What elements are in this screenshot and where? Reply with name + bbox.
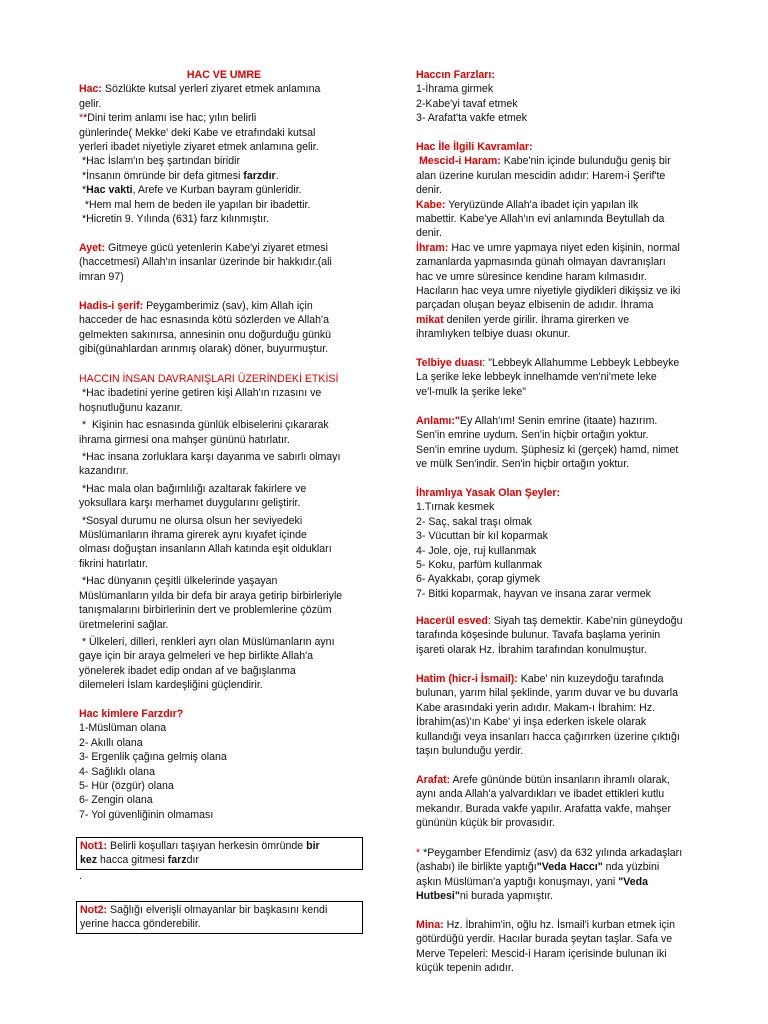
hatim-section: Hatim (hicr-i İsmail): Kabe' nin kuzeydoğu tarafında bulunan, yarım hilal şeklinde, yarım duvar ve bu duvarla Kabe arasındaki yerin adıdır. Makam-ı İbrahim: Hz. İbrahim(as)'ın Kabe' yi inşa ederken iskele olarak kullandığı veya insanları hacca çağırırken üzerine çıktığı taşın bulunduğu yerdir. [416,673,680,758]
ayet-section: Ayet: Gitmeye gücü yetenlerin Kabe'yi ziyaret etmesi (haccetmesi) Allah'ın insanlar üzerinde bir hakkıdır.(ali imran 97) [79,242,332,283]
hacerul-label: Hacerül esved [416,615,488,627]
list-item: 4- Jole, oje, ruj kullanmak [416,544,537,557]
list-item: 4- Sağlıklı olana [79,765,155,778]
kavramlar-section: Hac İle İlgili Kavramlar: Mescid-i Haram: Kabe'nin içinde bulunduğu geniş bir alan üzerine kurulan mescidin adıdır: Harem-i Şerif'te denir. Kabe: Yeryüzünde Allah'a ibadet için yapılan ilk mabettir. Kabe'ye Allah'ın evi anlamında Beytullah da denir. İhram: Hac ve umre yapmaya niyet eden kişinin, normal zamanlarda yapmasında günah olmayan davranışları hac ve umre süresince kendine haram kılmasıdır. Hacıların hac veya umre niyetiyle giydikleri dikişsiz ve iki parçadan oluşan beyaz elbisenin de adıdır. İhrama mikat denilen yerde girilir. İhrama girerken ve ihramlıyken telbiye duası okunur. [416,140,716,342]
ihram-label: İhram: [416,241,449,254]
list-item: 5- Koku, parfüm kullanmak [416,559,543,572]
list-item: 6- Ayakkabı, çorap giymek [416,573,541,586]
separator-dot: . [79,870,82,882]
anlami-label: Anlamı:" [416,415,460,427]
hac-section: HAC VE UMRE Hac: Sözlükte kutsal yerleri ziyaret etmek anlamına gelir. **Dini terim anlamı ise hac; yılın belirli günlerinde( Mekke' deki Kabe ve etrafındaki kutsal yerleri ibadet niyetiyle ziyaret etmek anlamına gelir. *Hac İslam'ın beş şartından biridir *İnsanın ömründe bir defa gitmesi farzdır. *Hac vakti, Arefe ve Kurban bayram günleridir. *Hem mal hem de beden ile yapılan bir ibadettir. *Hicretin 9. Yılında (631) farz kılınmıştır. [79,68,369,226]
mina-section: Mina: Hz. İbrahim'in, oğlu hz. İsmail'i kurban etmek için götürdüğü yerdir. Hacılar burada şeytan taşlar. Safa ve Merve Tepeleri: Mescid-i Haram içerisinde bulunan iki küçük tepenin adıdır. [416,919,675,975]
not2-label: Not2: [80,904,108,916]
mina-label: Mina: [416,919,444,931]
list-item: 2-Kabe'yi tavaf etmek [416,97,518,110]
hadis-label: Hadis-i şerif: [79,300,144,312]
hatim-label: Hatim (hicr-i İsmail): [416,673,518,685]
kabe-label: Kabe: [416,198,446,211]
list-item: 1.Tırnak kesmek [416,501,495,514]
hadis-section: Hadis-i şerif: Peygamberimiz (sav), kim Allah için hacceder de hac esnasında kötü sözlerden ve Allah'a gelmekten sakınırsa, annesinin onu doğurduğu günkü gibi(günahlardan arınmış olarak) döner, buyurmuştur. [79,300,332,356]
list-item: 6- Zengin olana [79,794,153,807]
yasak-section [416,486,716,601]
kavramlar-heading: Hac İle İlgili Kavramlar: [416,141,533,153]
document-title: HAC VE UMRE [186,69,262,81]
list-item: 7- Yol güvenliğinin olmaması [79,808,214,821]
ayet-label: Ayet: [79,242,106,254]
list-item: 2- Saç, sakal traşı olmak [416,515,532,528]
not2-box: Not2: Sağlığı elverişli olmayanlar bir başkasını kendi yerine hacca gönderebilir. [76,901,363,934]
list-item: 3- Vücuttan bir kıl koparmak [416,530,548,543]
list-item: 1-İhrama girmek [416,83,494,96]
anlami-section: Anlamı:"Ey Allah'ım! Senin emrine (itaate) hazırım. Sen'in emrine uydum. Sen'in hiçbir ortağın yoktur. Sen'in emrine uydum. Şüphesiz ki (gerçek) hamd, nimet ve mülk Sen'indir. Sen'in hiçbir ortağın yoktur. [416,415,679,471]
telbiye-label: Telbiye duası [416,357,483,369]
yasak-heading: İhramlıya Yasak Olan Şeyler: [416,487,561,499]
kimlere-section [79,707,369,822]
etki-section: HACCIN İNSAN DAVRANIŞLARI ÜZERİNDEKİ ETKİSİ *Hac ibadetini yerine getiren kişi Allah'ın rızasını ve hoşnutluğunu kazanır. * Kişinin hac esnasında günlük elbiselerini çıkararak ihrama girmesi ona mahşer gününü hatırlatır. *Hac insana zorluklara karşı dayanma ve sabırlı olmayı kazandırır. *Hac mala olan bağımlılığı azaltarak fakirlere ve yoksullara karşı merhamet duygularını geliştirir. *Sosyal durumu ne olursa olsun her seviyedeki Müslümanların ihrama girerek aynı kıyafet içinde olması doğuştan insanların Allah katında eşit oldukları fikrini hatırlatır. *Hac dünyanın çeşitli ülkelerinde yaşayan Müslümanların yılda bir defa bir araya getirip birbirleriyle tanışmalarını birbirlerinin dert ve problemlerine çözüm üretmelerini sağlar. * Ülkeleri, dilleri, renkleri ayrı olan Müslümanların aynı gaye için bir araya gelmeleri ve hep birlikte Allah'a yönelerek ibadet edip ondan af ve bağışlanma dilemeleri İslam kardeşliğini güçlendirir. [79,372,369,693]
hac-label: Hac: [79,83,102,96]
hacerul-section: Hacerül esved: Siyah taş demektir. Kabe'nin güneydoğu tarafında köşesinde bulunur. Tavafa başlama yerinin işareti olarak Hz. İbrahim tarafından konulmuştur. [416,615,683,656]
arafat-section: Arafat: Arefe gününde bütün insanların ihramlı olarak, aynı anda Allah'a yalvardıkları ve ibadet ettikleri kutlu mekandır. Burada vakfe yapılır. Arafatta vakfe, mahşer gününün küçük bir provasıdır. [416,774,671,830]
list-item: 7- Bitki koparmak, hayvan ve insana zarar vermek [416,587,651,600]
mescid-label: Mescid-i Haram: [416,155,501,168]
list-item: 2- Akıllı olana [79,736,143,749]
kimlere-heading: Hac kimlere Farzdır? [79,708,184,720]
list-item: 3- Arafat'ta vakfe etmek [416,112,527,125]
telbiye-section: Telbiye duası: "Lebbeyk Allahumme Lebbeyk Lebbeyke La şerike leke lebbeyk innelhamde ven'ni'mete leke ve'l-mulk la şerike leke" [416,357,680,398]
veda-section: * *Peygamber Efendimiz (asv) da 632 yılında arkadaşları (ashabı) ile birlikte yaptığı"Veda Haccı" nda yüzbini aşkın Müslüman'a yaptığı konuşmayı, yani "Veda Hutbesi"ni burada yapmıştır. [416,847,683,903]
farz-heading: Haccın Farzları: [416,69,495,81]
list-item: 1-Müslüman olana [79,722,167,735]
not1-box: Not1: Belirli koşulları taşıyan herkesin ömründe bir kez hacca gitmesi farzdır [76,837,363,870]
not1-label: Not1: [80,840,108,852]
farz-section [416,68,716,126]
list-item: 5- Hür (özgür) olana [79,780,174,793]
list-item: 3- Ergenlik çağına gelmiş olana [79,751,227,764]
etki-heading: HACCIN İNSAN DAVRANIŞLARI ÜZERİNDEKİ ETKİSİ [79,373,339,385]
arafat-label: Arafat: [416,774,451,786]
